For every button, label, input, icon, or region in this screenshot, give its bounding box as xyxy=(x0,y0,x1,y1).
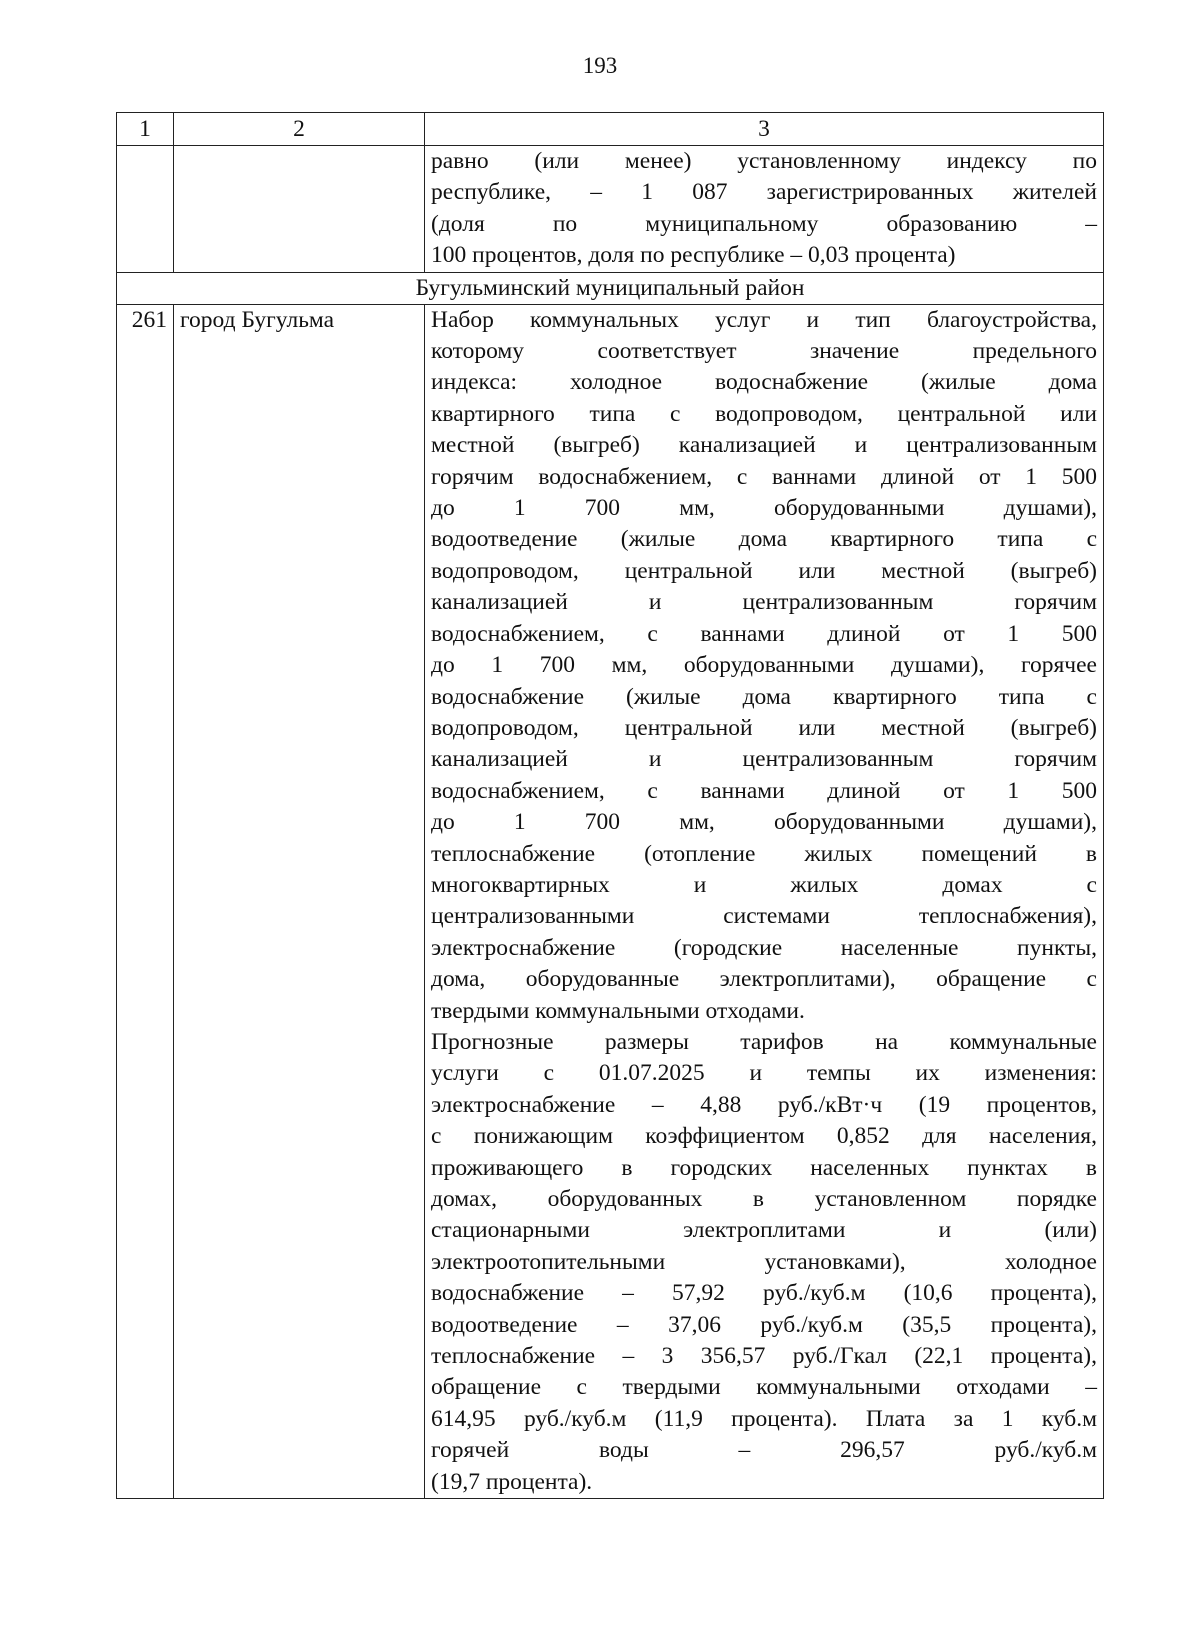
text-line: теплоснабжение (отопление жилых помещений в xyxy=(431,840,1097,867)
data-table xyxy=(116,112,1104,1499)
text-line: которому соответствует значение предельного xyxy=(431,338,1097,365)
section-row xyxy=(117,272,1104,304)
text-line: с понижающим коэффициентом 0,852 для населения, xyxy=(431,1123,1097,1150)
tariffs-paragraph xyxy=(431,1027,1097,1498)
text-line: горячим водоснабжением, с ваннами длиной от 1 500 xyxy=(431,463,1097,490)
text-line: водопроводом, центральной или местной (выгреб) xyxy=(431,714,1097,741)
table-header-row xyxy=(117,113,1104,146)
text-line: электроснабжение – 4,88 руб./кВт·ч (19 процентов, xyxy=(431,1091,1097,1118)
text-line: твердыми коммунальными отходами. xyxy=(431,997,805,1024)
text-line: водоотведение (жилые дома квартирного типа с xyxy=(431,526,1097,553)
text-line: канализацией и централизованным горячим xyxy=(431,589,1097,616)
text-line: индекса: холодное водоснабжение (жилые дома xyxy=(431,369,1097,396)
text-line: обращение с твердыми коммунальными отходами – xyxy=(431,1374,1097,1401)
cont-num-cell xyxy=(117,146,174,273)
text-line: 614,95 руб./куб.м (11,9 процента). Плата за 1 куб.м xyxy=(431,1405,1097,1432)
page-number: 193 xyxy=(582,53,618,78)
text-line: канализацией и централизованным горячим xyxy=(431,746,1097,773)
text-line: теплоснабжение – 3 356,57 руб./Гкал (22,1 процента), xyxy=(431,1343,1097,1370)
text-line: до 1 700 мм, оборудованными душами), горячее xyxy=(431,652,1097,679)
text-line: централизованными системами теплоснабжения), xyxy=(431,903,1097,930)
text-line: многоквартирных и жилых домах с xyxy=(431,871,1097,898)
text-line: стационарными электроплитами и (или) xyxy=(431,1217,1097,1244)
text-line: домах, оборудованных в установленном порядке xyxy=(431,1186,1097,1212)
text-line: дома, оборудованные электроплитами), обращение с xyxy=(431,966,1097,993)
continuation-row xyxy=(117,146,1104,273)
text-line: услуги с 01.07.2025 и темпы их изменения: xyxy=(431,1060,1097,1087)
text-line: водопроводом, центральной или местной (выгреб) xyxy=(431,557,1097,584)
text-line: Прогнозные размеры тарифов на коммунальные xyxy=(431,1028,1097,1055)
services-paragraph xyxy=(431,305,1097,1027)
text-line: водоснабжение (жилые дома квартирного типа с xyxy=(431,683,1097,710)
table-row xyxy=(117,304,1104,1498)
text-line: Набор коммунальных услуг и тип благоустройства, xyxy=(431,306,1097,333)
text-line: квартирного типа с водопроводом, центральной или xyxy=(431,400,1097,427)
row-description xyxy=(425,304,1104,1498)
cont-text-cell xyxy=(425,146,1104,273)
text-line: электроотопительными установками), холодное xyxy=(431,1248,1097,1275)
row-number: 261 xyxy=(117,304,174,1498)
text-line: 100 процентов, доля по республике – 0,03 процента) xyxy=(431,242,956,269)
municipality-name: город Бугульма xyxy=(174,304,425,1498)
cont-name-cell xyxy=(174,146,425,273)
header-col-3: 3 xyxy=(425,113,1104,146)
text-line: до 1 700 мм, оборудованными душами), xyxy=(431,809,1097,836)
text-line: проживающего в городских населенных пунктах в xyxy=(431,1154,1097,1181)
header-col-2: 2 xyxy=(174,113,425,146)
text-line: электроснабжение (городские населенные пункты, xyxy=(431,934,1097,961)
text-line: водоотведение – 37,06 руб./куб.м (35,5 процента), xyxy=(431,1311,1097,1338)
text-line: (доля по муниципальному образованию – xyxy=(431,210,1097,237)
header-col-1: 1 xyxy=(117,113,174,146)
text-line: равно (или менее) установленному индексу по xyxy=(431,148,1097,174)
text-line: республике, – 1 087 зарегистрированных жителей xyxy=(431,179,1097,206)
text-line: горячей воды – 296,57 руб./куб.м xyxy=(431,1437,1097,1464)
text-line: (19,7 процента). xyxy=(431,1468,593,1495)
text-line: местной (выгреб) канализацией и централизованным xyxy=(431,432,1097,459)
section-title: Бугульминский муниципальный район xyxy=(117,272,1104,304)
text-line: водоснабжение – 57,92 руб./куб.м (10,6 процента), xyxy=(431,1280,1097,1307)
text-line: водоснабжением, с ваннами длиной от 1 500 xyxy=(431,777,1097,804)
text-line: водоснабжением, с ваннами длиной от 1 500 xyxy=(431,620,1097,647)
text-line: до 1 700 мм, оборудованными душами), xyxy=(431,495,1097,522)
